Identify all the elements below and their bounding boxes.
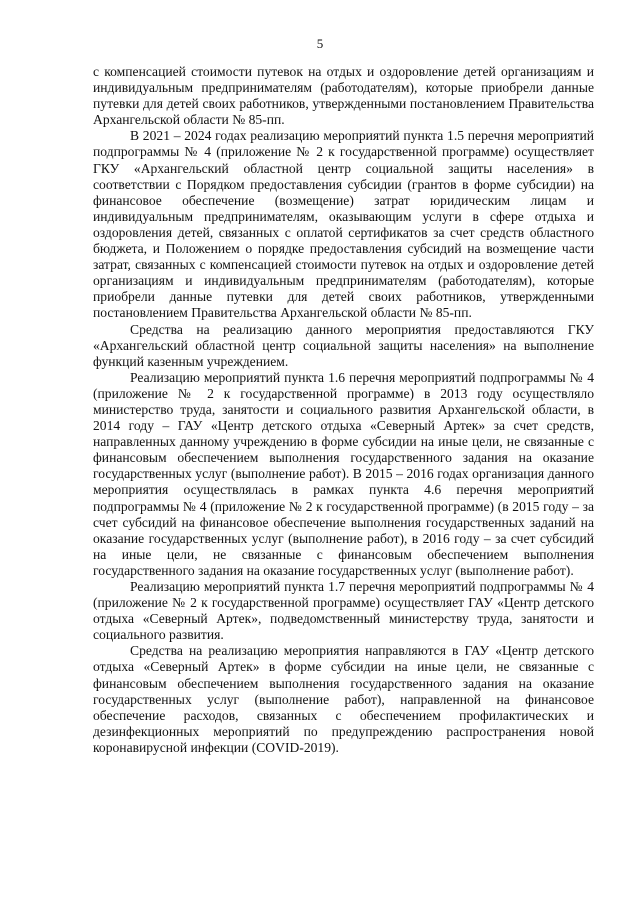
- page-number: 5: [316, 36, 324, 51]
- paragraph-6: Средства на реализацию мероприятия направляются в ГАУ «Центр детского отдыха «Северный Артек» в форме субсидии на иные цели, не связанные с финансовым обеспечением выполнения государственного задания на оказание государственных услуг (выполнение работ), направленной на финансовое обеспечение расходов, связанных с обеспечением профилактических и дезинфекционных мероприятий по предупреждению распространения новой коронавирусной инфекции (COVID-2019).: [93, 643, 594, 755]
- paragraph-2: В 2021 – 2024 годах реализацию мероприятий пункта 1.5 перечня мероприятий подпрограммы № 4 (приложение № 2 к государственной программе) осуществляет ГКУ «Архангельский областной центр социальной защиты населения» в соответствии с Порядком предоставления субсидии (грантов в форме субсидии) на финансовое обеспечение (возмещение) затрат юридическим лицам и индивидуальным предпринимателям, оказывающим услуги в сфере отдыха и оздоровления детей, связанных с оплатой сертификатов за счет средств областного бюджета, и Положением о порядке предоставления субсидий на возмещение части затрат, связанных с компенсацией стоимости путевок на отдых и оздоровление детей организациям и индивидуальным предпринимателям (работодателям), которые приобрели данные путевки для детей своих работников, утвержденными постановлением Правительства Архангельской области № 85-пп.: [93, 128, 594, 321]
- paragraph-1: с компенсацией стоимости путевок на отдых и оздоровление детей организациям и индивидуальным предпринимателям (работодателям), которые приобрели данные путевки для детей своих работников, утвержденными постановлением Правительства Архангельской области № 85-пп.: [93, 64, 594, 128]
- paragraph-4: Реализацию мероприятий пункта 1.6 перечня мероприятий подпрограммы № 4 (приложение № 2 к государственной программе) в 2013 году осуществляло министерство труда, занятости и социального развития Архангельской области, в 2014 году – ГАУ «Центр детского отдыха «Северный Артек» за счет средств, направленных данному учреждению в форме субсидии на иные цели, не связанные с финансовым обеспечением выполнения государственного задания на оказание государственных услуг (выполнение работ). В 2015 – 2016 годах организация данного мероприятия осуществлялась в рамках пункта 4.6 перечня мероприятий подпрограммы № 4 (приложение № 2 к государственной программе) (в 2015 году – за счет субсидий на финансовое обеспечение выполнения государственных заданий на оказание государственных услуг (выполнение работ), в 2016 году – за счет субсидий на иные цели, не связанные с финансовым обеспечением выполнения государственного задания на оказание государственных услуг (выполнение работ).: [93, 369, 594, 578]
- paragraph-5: Реализацию мероприятий пункта 1.7 перечня мероприятий подпрограммы № 4 (приложение № 2 к государственной программе) осуществляет ГАУ «Центр детского отдыха «Северный Артек», подведомственный министерству труда, занятости и социального развития.: [93, 579, 594, 643]
- body-text: [93, 64, 594, 756]
- paragraph-3: Средства на реализацию данного мероприятия предоставляются ГКУ «Архангельский областной центр социальной защиты населения» на выполнение функций казенным учреждением.: [93, 321, 594, 369]
